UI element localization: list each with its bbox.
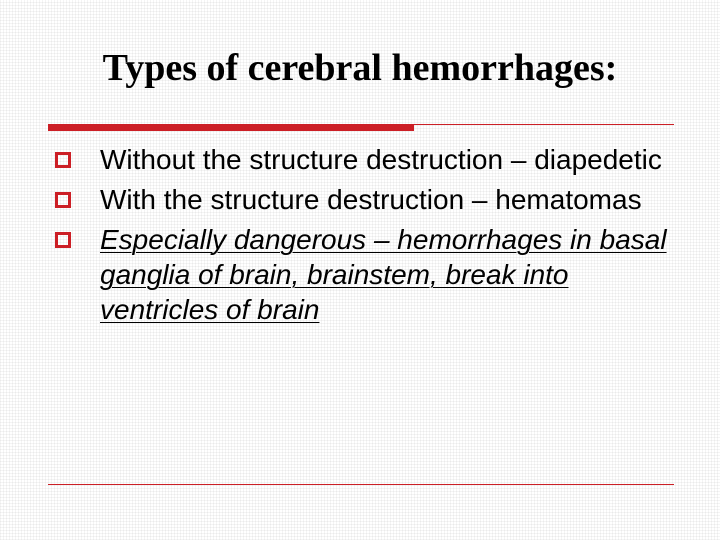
hollow-square-icon [55, 192, 71, 208]
bullet-text: Without the structure destruction – diapedetic [100, 144, 662, 175]
footer-rule [48, 484, 674, 485]
bullet-text-emphasized: Especially dangerous – hemorrhages in basal ganglia of brain, brainstem, break into ventricles of brain [100, 224, 667, 325]
title-underline-thick [48, 124, 414, 131]
bullet-item-diapedetic [55, 142, 675, 177]
bullet-item-hematomas [55, 182, 675, 217]
bullet-item-especially-dangerous [55, 222, 675, 327]
hollow-square-icon [55, 152, 71, 168]
title-underline-thin [414, 124, 674, 125]
bullet-text: With the structure destruction – hematomas [100, 184, 642, 215]
bullet-list [55, 142, 675, 332]
hollow-square-icon [55, 232, 71, 248]
slide-title: Types of cerebral hemorrhages: [102, 47, 618, 89]
